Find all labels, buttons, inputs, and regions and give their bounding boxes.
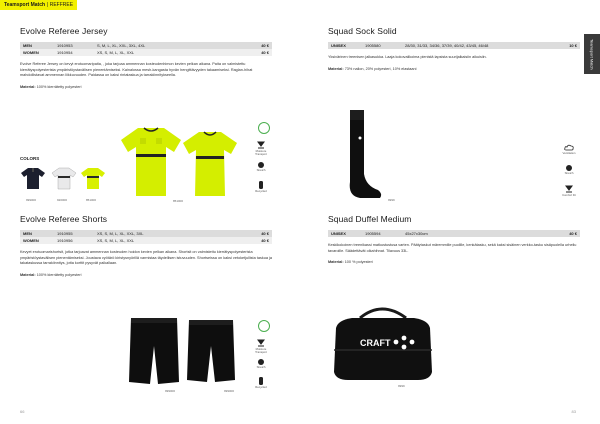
table-row: WOMEN 1910956 XS, S, M, L, XL, XXL 40 € — [20, 237, 272, 244]
product-material: Material: 73% nailon, 20% polyesteri, 10% elastaani — [328, 66, 417, 71]
feature-ventilation: Ventilation — [558, 144, 580, 155]
shorts-men-image — [128, 316, 180, 386]
product-shorts — [20, 214, 272, 277]
image-code: 9999 — [388, 198, 395, 202]
jersey-women-image — [182, 128, 238, 198]
image-code: 999000 — [224, 389, 235, 393]
table-row: UNISEX 1905594 45x27x30cm 40 € — [328, 230, 580, 237]
product-title: Squad Sock Solid — [328, 26, 397, 36]
color-swatch-black — [20, 166, 46, 190]
section-tag-subtitle: | REFFREE — [47, 2, 74, 8]
feature-recycled: Recycled — [250, 180, 272, 193]
size-price-table — [328, 230, 580, 237]
color-swatch-yellow — [80, 166, 106, 190]
product-description: Yksivärinen treenisen jalkasukka. Laaja kokovalikoima pienistä lapsista suurijalkaisiin aikuisiin. — [328, 55, 487, 59]
sock-image — [340, 108, 384, 202]
product-material: Material: 100 % polyesteri — [328, 260, 373, 265]
page-number-left: 66 — [20, 409, 25, 414]
product-description: Kevyet erotuomarishortsit, jotka tarjoavat ammennan kosteuden hoidon kevien pelkan aikana. Shortsit on valmistettu kierrätyspolyesterista ympäristöystavälisen pienentämiseksi. Joustava vyötärö kiristysnyörillä varmistaa täydellisen istuvuuden. Shortseissa on kaksi vetoketjullista taskua ja takataskussa tarrakiinnitys, jotta korttit pysyvät paikallaan. — [20, 250, 272, 266]
product-jersey — [20, 26, 272, 89]
swatch-code: 999000 — [26, 198, 37, 202]
size-price-table — [328, 42, 580, 49]
feature-comfort: Comfort Fit — [558, 184, 580, 197]
image-code: 851000 — [173, 199, 184, 203]
product-duffel — [328, 214, 580, 264]
shorts-women-image — [186, 318, 236, 384]
size-price-table — [20, 230, 272, 244]
product-sock — [328, 26, 580, 71]
recycled-badge-icon — [258, 122, 270, 134]
section-tag — [0, 0, 77, 10]
feature-moisture: Moisture Transport — [250, 140, 272, 156]
product-material: Material: 100% kierrätetty polyesteri — [20, 84, 82, 89]
table-row: WOMEN 1910954 XS, S, M, L, XL, XXL 40 € — [20, 49, 272, 56]
section-tag-title: Teamsport Match — [4, 2, 46, 8]
colors-label: COLORS — [20, 156, 40, 161]
feature-stretch: Stretch — [558, 164, 580, 175]
jersey-men-image — [120, 124, 182, 198]
image-code: 999000 — [165, 389, 176, 393]
product-title: Evolve Referee Jersey — [20, 26, 108, 36]
product-description: Evolve Referee Jersey on kevyt erotuomaripaita, , joka tarjoaa ammennan kosteudenhimon kevien pelkan aikana. Paita on valmistettu kierrätyspolyesterista ympäristöystavälisen pienentämiseksi. Kainalossa mesh-kangasta hyvän hengittävyyden takaamiseksi. Raglan-hihat mahdollistavat ammennan liikkuvuuden. Paidassa on kaksi rintataskua ja tarrakiinnitykseella. — [20, 62, 253, 78]
feature-stretch: Stretch — [250, 358, 272, 369]
product-description: Keskikokoinen treenikassi matkustustusa varten. Päätytaskut märemmille puolille, kenkätasku, sekä kaksi sisäinen verkko-tasku sisäpuolella urheilu tavaroille. Säädettävät olkahihnat. Tilavuus 33L. — [328, 243, 577, 253]
table-row: UNISEX 1905580 28/30, 31/33, 34/36, 37/39, 40/42, 43/45, 46/48 10 € — [328, 42, 580, 49]
table-row: MEN 1910953 S, M, L, XL, XXL, 3XL, 4XL 40 € — [20, 42, 272, 49]
swatch-code: 920000 — [57, 198, 68, 202]
color-swatch-white — [51, 166, 77, 190]
product-title: Evolve Referee Shorts — [20, 214, 108, 224]
swatch-code: 851000 — [86, 198, 97, 202]
recycled-badge-icon — [258, 320, 270, 332]
bag-brand-logo: CRAFT — [360, 338, 391, 348]
page-number-right: 83 — [571, 409, 576, 414]
image-code: 9999 — [398, 384, 405, 388]
duffel-bag-image — [330, 298, 436, 384]
feature-stretch: Stretch — [250, 161, 272, 172]
size-price-table — [20, 42, 272, 56]
table-row: MEN 1910955 XS, S, M, L, XL, XXL, 3XL 40 € — [20, 230, 272, 237]
feature-moisture: Moisture Transport — [250, 338, 272, 354]
side-section-tab: Teamsport Match — [584, 34, 600, 74]
product-material: Material: 100% kierrätetty polyesteri — [20, 272, 82, 277]
product-title: Squad Duffel Medium — [328, 214, 412, 224]
feature-recycled: Recycled — [250, 376, 272, 389]
